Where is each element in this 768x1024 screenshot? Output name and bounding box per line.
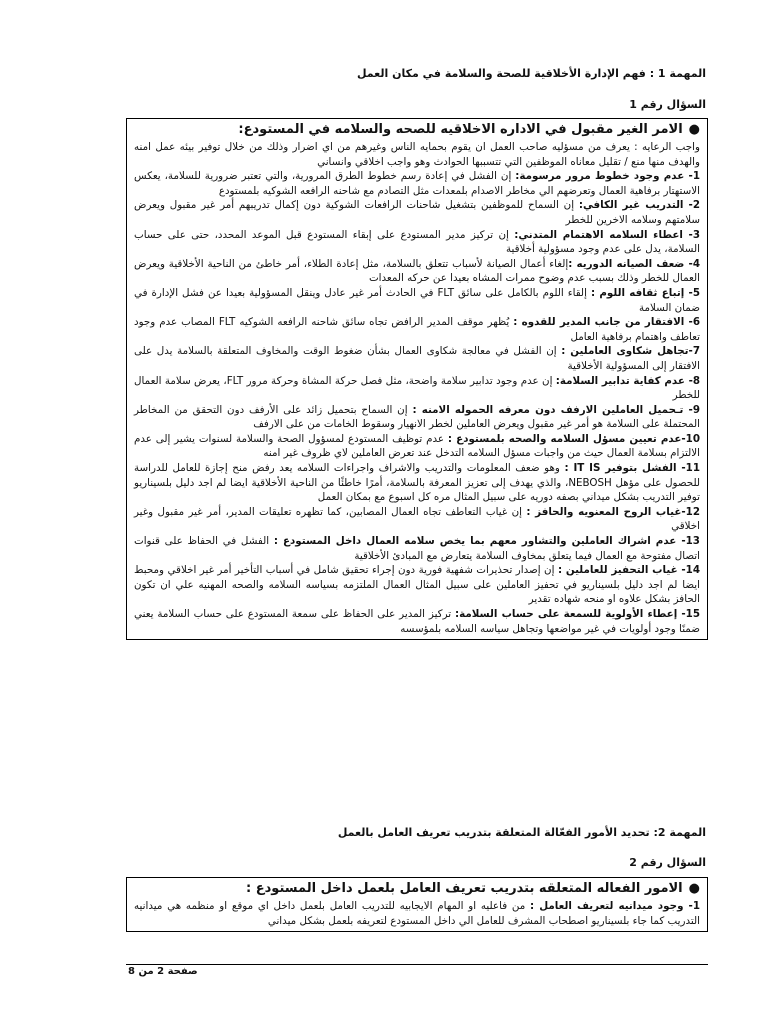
task2-heading: المهمة 2: تحديد الأمور الفعّالة المتعلقة بتدريب تعريف العامل بالعمل: [337, 826, 706, 839]
list-item: [134, 505, 700, 534]
footer-divider: [126, 964, 708, 965]
item-text: الفشل في الحفاظ على قنوات اتصال مفتوحة مع العمال فيما يتعلق بمخاوف السلامة يتعارض مع المبادئ الأخلاقية: [134, 535, 700, 562]
task1-answer-box: [126, 118, 708, 640]
item-text: إن غياب التعاطف تجاه العمال المصابين، كما تظهره تعليقات المدير، أمر غير مقبول وغير اخلاقي: [134, 505, 700, 533]
item-label: 9- تـحميل العاملين الارفف دون معرفه الحموله الامنه :: [412, 403, 700, 416]
item-text: إن عدم وجود تدابير سلامة واضحة، مثل فصل حركة المشاة وحركة مرور FLT، يعرض سلامة العمال للخطر: [134, 374, 700, 402]
list-item: [134, 228, 700, 257]
task1-intro: واجب الرعايه : يعرف من مسؤليه صاحب العمل ان يقوم بحمايه الناس وغيرهم من اي اضرار وذلك من خلال توفير بيئه عمل امنه والهدف منها منع / تقليل معاناه الموظفين التي تتسببها الحوادث وهو واجب اخلاقي وانساني: [134, 141, 700, 168]
item-text: إن السماح للموظفين بتشغيل شاحنات الرافعات الشوكية دون إكمال تدريبهم أمر غير مقبول ويعرض سلامتهم وسلامه الاخرين للخطر: [134, 199, 700, 226]
list-item: [134, 432, 700, 461]
item-label: 7-تجاهل شكاوى العاملين :: [561, 345, 700, 358]
task2-answer-box: [126, 877, 708, 932]
list-item: [134, 286, 700, 315]
item-text: تركيز المدير على الحفاظ على سمعة المستودع على حساب السلامة يعني ضمنًا وجود أولويات في غير مواضعها وتجاهل سياسه السلامه بلمؤسسه: [134, 608, 700, 635]
item-text: إن الفشل في إعادة رسم خطوط الطرق المرورية، والتي تعتبر ضرورية للسلامة، يعكس الاستهتار برفاهية العمال وتعرضهم الي مخاطر الاصدام بلمعدات مثل التصادم مع شاحنه الرافعه الشوكيه بلمستودع: [134, 170, 700, 197]
item-text: إن السماح بتحميل زائد على الأرفف دون التحقق من المخاطر المحتملة على السلامة هو أمر غير مقبول ويعرض العاملين لخطر الانهيار وسقوط الخامات من على الارفف: [134, 403, 700, 431]
list-item: [134, 899, 700, 928]
item-label: 11- الفشل بتوفير IT IS :: [564, 462, 701, 475]
task1-box-title: [134, 121, 700, 138]
list-item: [134, 257, 700, 286]
list-item: [134, 374, 700, 403]
item-text: إلقاء اللوم بالكامل على سائق FLT في الحادث أمر غير عادل وينقل المسؤولية بعيدا عن فشل الإدارة في ضمان السلامة: [134, 286, 700, 314]
list-item: [134, 461, 700, 505]
item-label: 10-عدم تعيين مسؤل السلامه والصحه بلمستودع :: [447, 432, 700, 445]
bullet-icon: ●: [688, 122, 700, 137]
item-text: من فاعليه او المهام الايجابيه للتدريب العامل بلعمل داخل اي موقع او منظمه هي ميدانيه التدريب كما جاء بلسيناريو اصطحاب المشرف للعامل الي داخل المستودع لتعريفه بلعمل بشكل ميداني: [134, 900, 700, 927]
item-text: يُظهر موقف المدير الرافض تجاه سائق شاحنه الرافعه الشوكيه FLT المصاب عدم وجود تعاطف واهتمام برفاهية العامل: [134, 316, 700, 343]
list-item: [134, 315, 700, 344]
task1-heading: المهمة 1 : فهم الإدارة الأخلاقية للصحة والسلامة في مكان العمل: [356, 67, 706, 80]
task1-items-list: [134, 169, 700, 636]
list-item: [134, 198, 700, 227]
item-label: 15- إعطاء الأولوية للسمعة على حساب السلامة:: [454, 608, 700, 620]
item-label: 1- وجود ميدانيه لتعريف العامل :: [530, 900, 700, 912]
list-item: [134, 169, 700, 198]
item-text: إن تركيز مدير المستودع على إبقاء المستودع قبل الموعد المحدد، حتى على حساب السلامة، يدل على عدم وجود مسؤولية أخلاقية: [134, 228, 700, 256]
item-text: عدم توظيف المستودع لمسؤول الصحة والسلامة لسنوات يشير إلى عدم الالتزام بسلامة العمال حيث من واجبات مسؤل السلامه التدخل عند تعرض العاملين لاي ظروف غير امنه: [134, 432, 700, 460]
page-number: صفحة 2 من 8: [128, 966, 198, 977]
item-label: 12-غياب الروح المعنويه والحافز :: [526, 505, 700, 518]
item-label: 2- التدريب غير الكافي:: [578, 199, 701, 212]
item-label: 14- غياب التحفيز للعاملين :: [557, 564, 700, 577]
item-label: 6- الافتقار من جانب المدير للقدوه :: [513, 316, 701, 329]
item-text: إن إصدار تحذيرات شفهية فورية دون إجراء تحقيق شامل في أسباب التأخير أمر غير اخلاقي ومحبط ايضا لم اجد دليل بلسيناريو في تحفيز العاملين على سبيل المثال العمال الملتزمه بسياسه السلامه والصحه المهنيه علي ان تكون الحافز بشكل علاوه او منحه شهاده تقدير: [134, 564, 700, 606]
list-item: [134, 534, 700, 563]
list-item: [134, 563, 700, 607]
list-item: [134, 344, 700, 373]
item-label: 3- اعطاء السلامه الاهتمام المتدني:: [514, 228, 701, 241]
item-text: إلغاء أعمال الصيانة لأسباب تتعلق بالسلامة، مثل إعادة الطلاء، أمر خاطئ من الناحية الأخلاقية ويعرض العمال للخطر وذلك بسبب عدم وضوح ممرات المشاه بعيدا عن حركه المعدات: [134, 257, 700, 285]
list-item: [134, 403, 700, 432]
item-text: إن الفشل في معالجة شكاوى العمال بشأن ضغوط الوقت والمخاوف المتعلقة بالسلامة يدل على الافتقار إلى المسؤولية الأخلاقية: [134, 345, 700, 372]
item-label: 8- عدم كفاية تدابير السلامة:: [555, 374, 701, 387]
task1-box-title-text: الامر الغير مقبول في الاداره الاخلاقيه للصحه والسلامه في المستودع:: [238, 122, 683, 137]
task1-question-label: السؤال رقم 1: [629, 98, 706, 111]
task2-box-title-text: الامور الفعاله المتعلقه بتدريب تعريف العامل بلعمل داخل المستودع :: [246, 881, 683, 896]
list-item: [134, 607, 700, 636]
item-label: 13- عدم اشراك العاملين والتشاور معهم بما يخص سلامه العمال داخل المستودع :: [273, 535, 700, 548]
item-label: 5- إتباع ثقافه اللوم :: [590, 286, 700, 299]
task2-question-label: السؤال رقم 2: [629, 856, 706, 869]
bullet-icon: ●: [688, 881, 700, 896]
item-label: 4- ضعف الصيانه الدوريه :: [568, 257, 700, 270]
task2-box-title: [134, 880, 700, 897]
item-text: وهو ضعف المعلومات والتدريب والاشراف واجراءات السلامه يعد رفض منح إجازة للعامل للدراسة للحصول على مؤهل NEBOSH، والذي يهدف إلى تعزيز المعرفة بالسلامة، أمرًا خاطئًا من الناحية الأخلاقية ايضا لم اجد دليل بلسيناريو توفير التدريب بشكل ميداني بصفه دوريه على سبيل المثال مره كل اسبوع مع بمكان العمل: [134, 462, 700, 504]
item-label: 1- عدم وجود خطوط مرور مرسومة:: [515, 170, 700, 183]
task2-items-list: [134, 899, 700, 928]
